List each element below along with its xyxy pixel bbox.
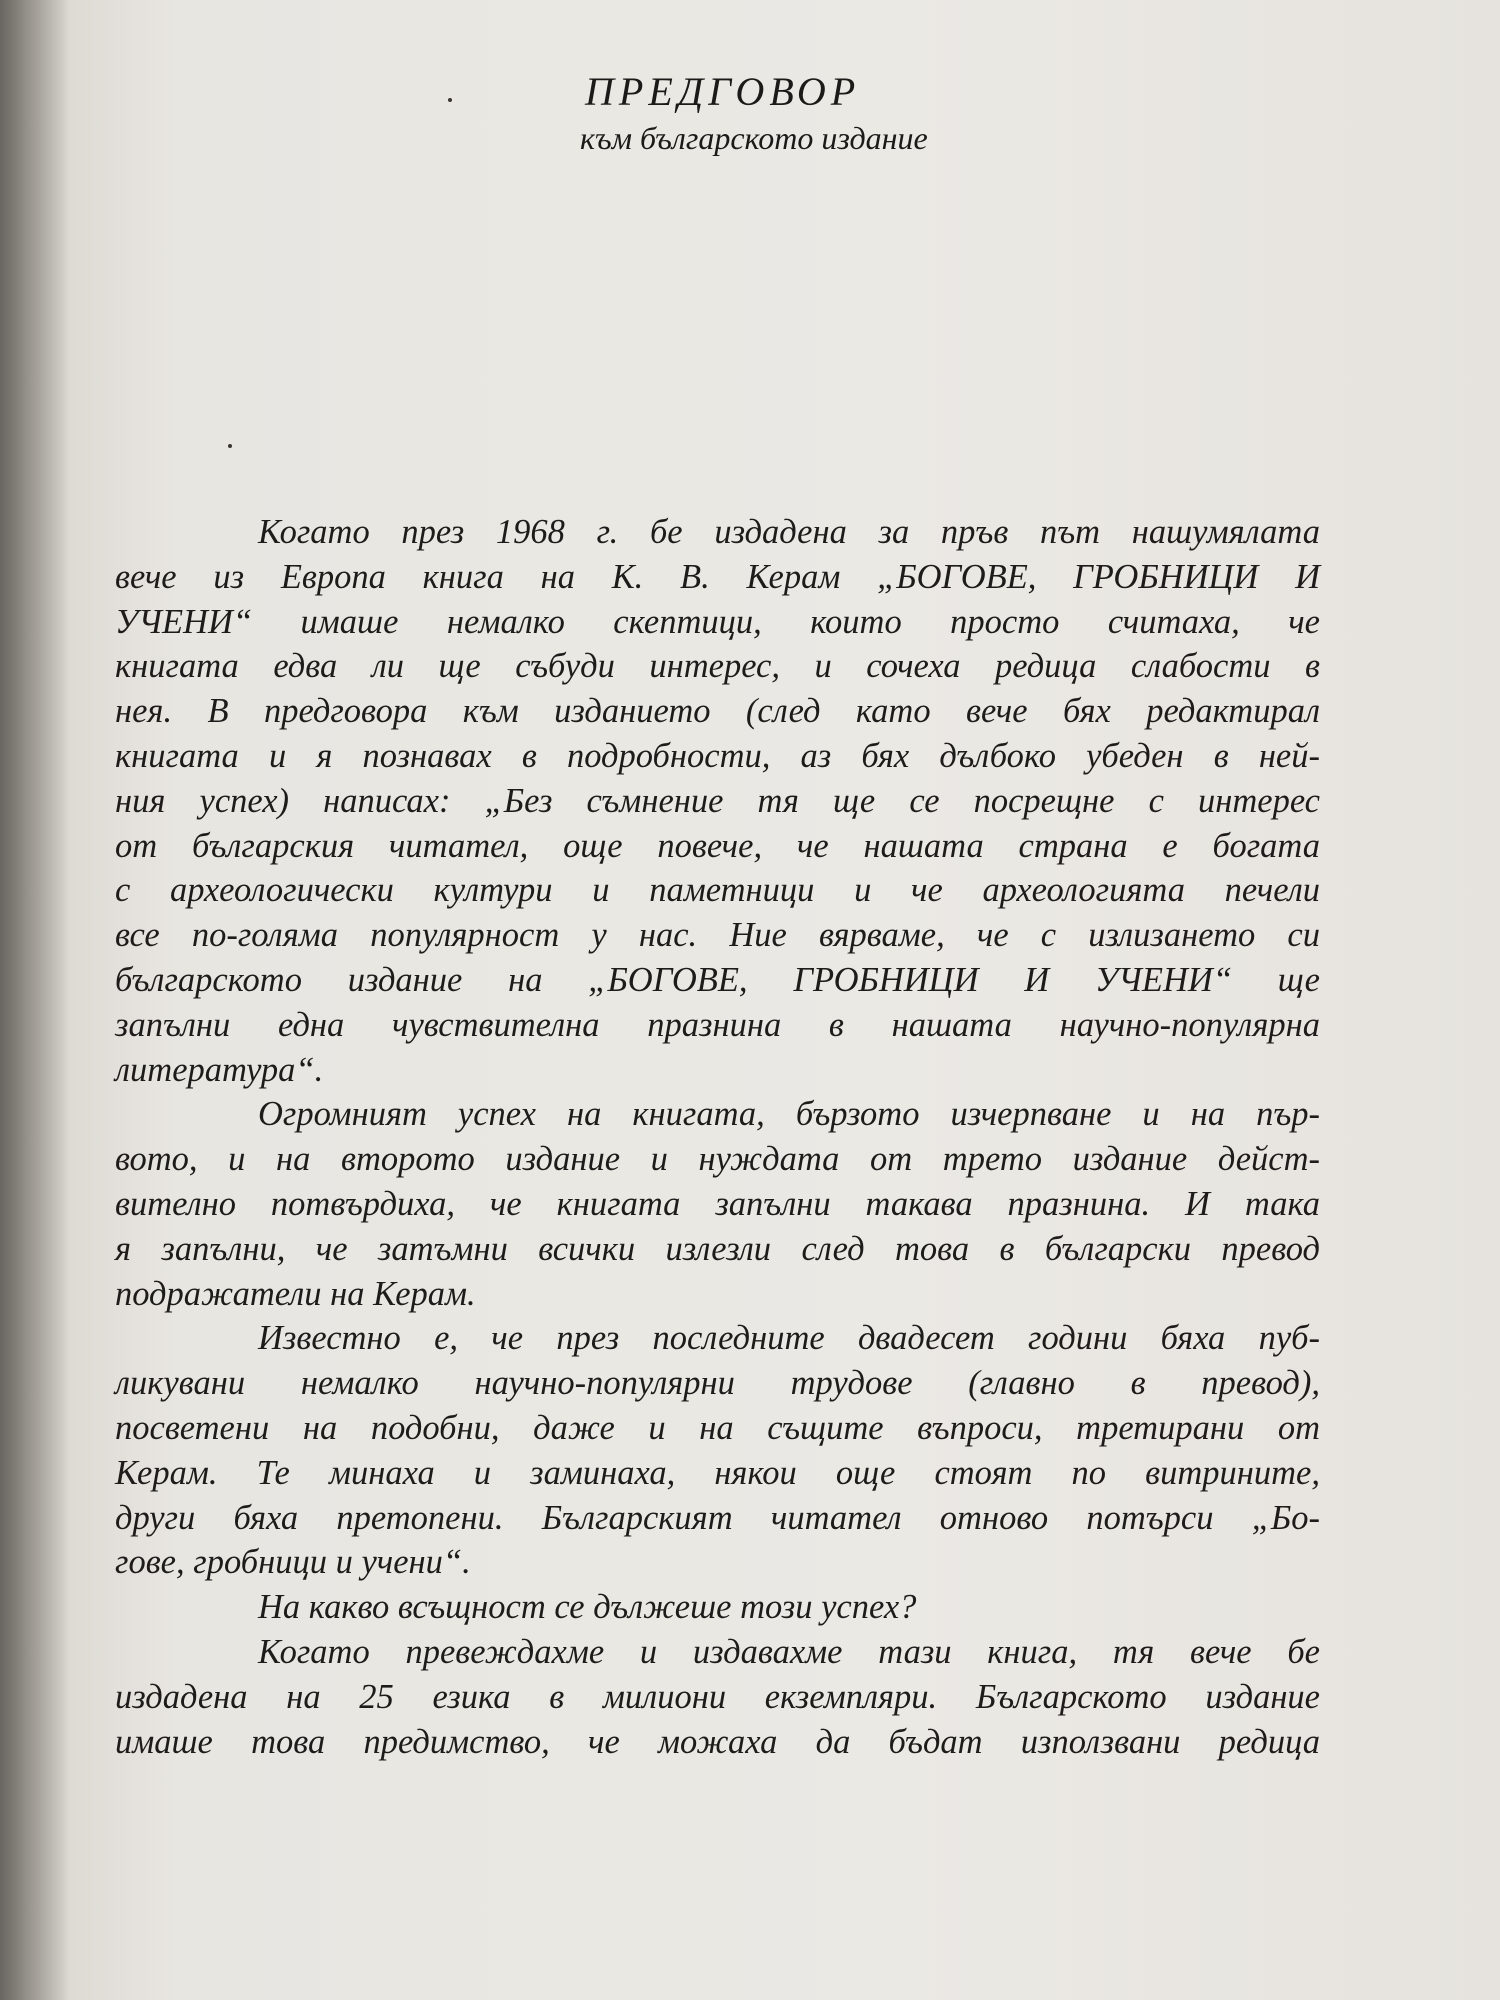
text-line: с археологически култури и паметници и че археологията печели [115,871,1320,910]
text-line: ния успех) написах: „Без съмнение тя ще се посрещне с интерес [115,781,1320,820]
text-line: Известно е, че през последните двадесет години бяха пуб- [258,1319,1320,1358]
text-line: издадена на 25 езика в милиони екземпляри. Българското издание [115,1677,1320,1716]
text-line: други бяха претопени. Българският читател отново потърси „Бо- [115,1498,1320,1537]
page-speck [228,444,232,448]
text-line: от българския читател, още повече, че нашата страна е богата [115,826,1320,865]
text-line: УЧЕНИ“ имаше немалко скептици, които просто считаха, че [115,602,1320,641]
text-line: гове, гробници и учени“. [115,1543,471,1582]
text-line: все по-голяма популярност у нас. Ние вярваме, че с излизането си [115,916,1320,955]
text-line: ликувани немалко научно-популярни трудове (главно в превод), [115,1364,1320,1403]
text-line: На какво всъщност се дължеше този успех? [258,1588,917,1627]
text-line: посветени на подобни, даже и на същите въпроси, третирани от [115,1408,1320,1447]
text-line: нея. В предговора към изданието (след като вече бях редактирал [115,692,1320,731]
preface-body [115,510,1320,1764]
book-spine-shadow [0,0,70,2000]
text-line: българското издание на „БОГОВЕ, ГРОБНИЦИ И УЧЕНИ“ ще [115,960,1320,999]
text-line: Керам. Те минаха и заминаха, някои още стоят по витрините, [115,1453,1320,1492]
text-line: книгата и я познавах в подробности, аз бях дълбоко убеден в ней- [115,736,1320,775]
text-line: литература“. [115,1050,324,1089]
text-line: книгата едва ли ще събуди интерес, и сочеха редица слабости в [115,647,1320,686]
text-line: запълни една чувствителна празнина в нашата научно-популярна [115,1005,1320,1044]
text-line: вително потвърдиха, че книгата запълни такава празнина. И така [115,1184,1320,1223]
text-line: имаше това предимство, че можаха да бъдат използвани редица [115,1722,1320,1761]
text-line: я запълни, че затъмни всички излезли след това в български превод [115,1229,1320,1268]
text-line: подражатели на Керам. [115,1274,476,1313]
page-speck [448,98,452,102]
page-title: ПРЕДГОВОР [585,69,861,114]
text-line: Когато през 1968 г. бе издадена за пръв път нашумялата [258,513,1320,551]
text-line: Когато превеждахме и издавахме тази книга, тя вече бе [258,1632,1320,1671]
text-line: Огромният успех на книгата, бързото изчерпване и на пър- [258,1095,1320,1134]
text-line: вече из Европа книга на К. В. Керам „БОГОВЕ, ГРОБНИЦИ И [115,557,1320,596]
page-subtitle: към българското издание [580,120,928,156]
text-line: вото, и на второто издание и нуждата от трето издание дейст- [115,1140,1320,1179]
